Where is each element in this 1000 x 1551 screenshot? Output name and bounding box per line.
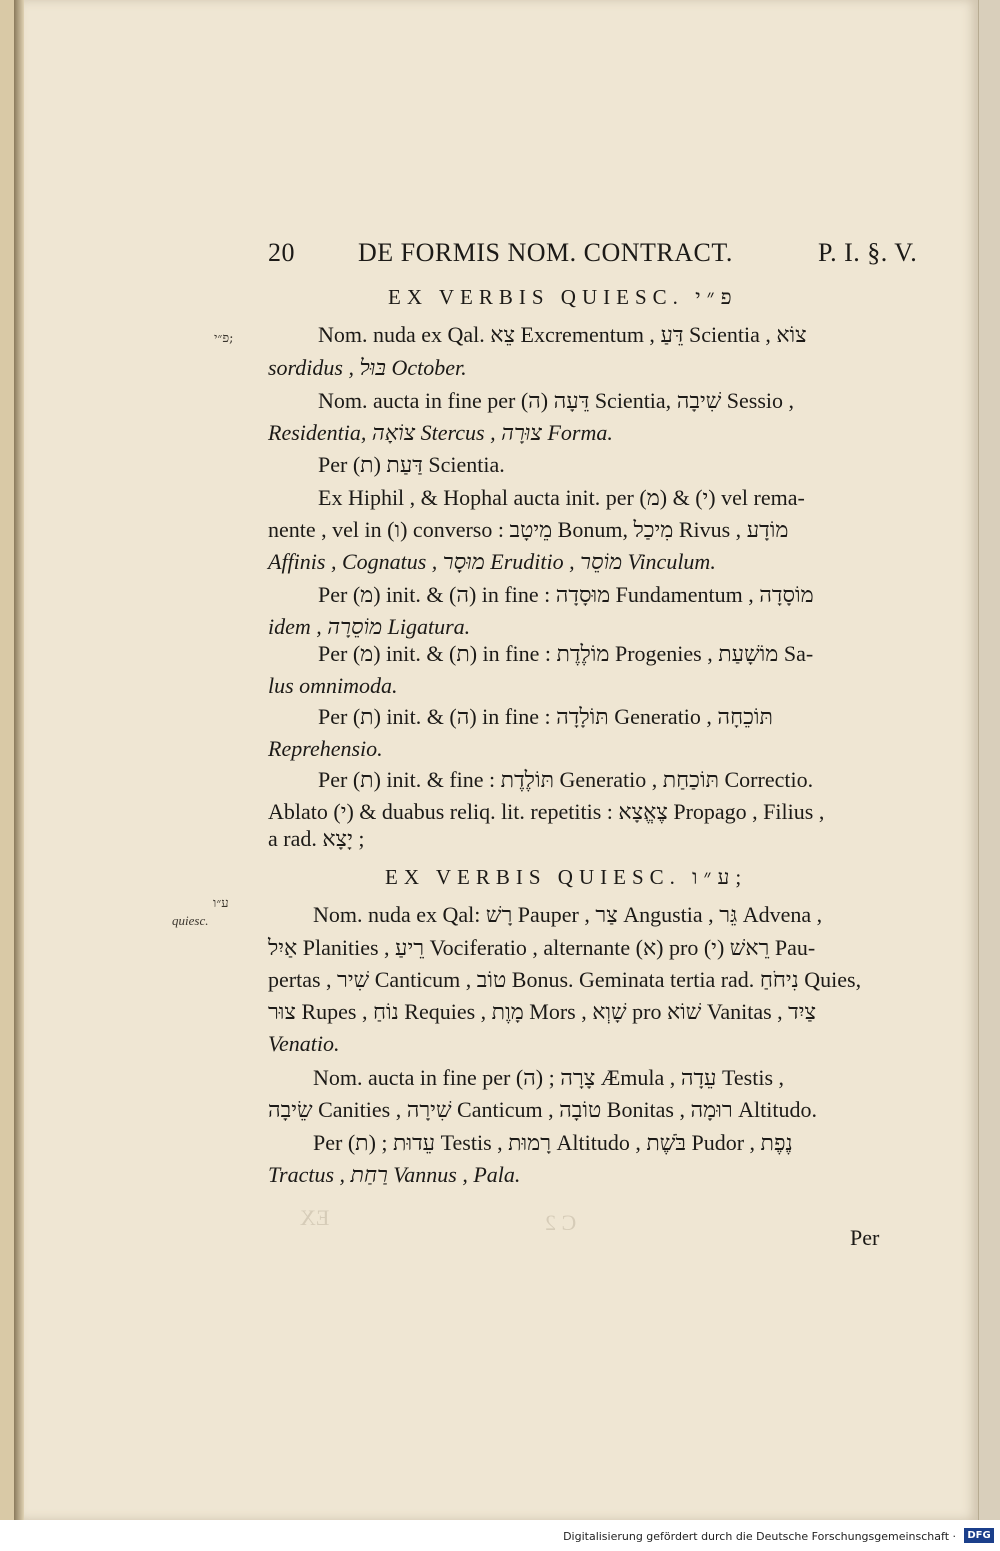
margin-note: quiesc. (172, 913, 209, 928)
section-heading: EX VERBIS QUIESC. פ״י (388, 285, 738, 309)
running-title: DE FORMIS NOM. CONTRACT. (358, 238, 733, 267)
text-line: Per (מ) init. & (ה) in fine : מוּסָדָה Fundamentum , מוֹסָדָה (318, 582, 814, 607)
text-line: Per (ת) ; עֵדוּת Testis , רָמוּת Altitudo , בֹּשֶׁת Pudor , נֶפֶת (313, 1130, 793, 1155)
text-line: Per (ת) init. & fine : תּוֹלֶדֶת Generatio , תּוֹכַחַת Correctio. (318, 767, 814, 792)
text-line: lus omnimoda. (268, 673, 398, 698)
text-line: Per (מ) init. & (ת) in fine : מוֹלֶדֶת Progenies , מוֹשָׁעַת Sa- (318, 641, 814, 666)
text-line: צוּר Rupes , נוֹחַ Requies , מָוֶת Mors , שָׁוְא pro שׁוֹא Vanitas , צַיִד (268, 999, 817, 1024)
text-line: idem , מוֹסֵרָה Ligatura. (268, 614, 471, 639)
text-line: Tractus , רַחַת Vannus , Pala. (268, 1162, 521, 1187)
text-line: Nom. aucta in fine per (ה) ; צָרָה Æmula , עֵדָה Testis , (313, 1065, 785, 1090)
book-spine (14, 0, 24, 1551)
text-line: Per (ת) init. & (ה) in fine : תּוֹלָדָה Generatio , תּוֹכֵחָה (318, 704, 773, 729)
page-number: 20 (268, 238, 295, 267)
text-line: שֵׂיבָה Canities , שִׁירָה Canticum , טוֹבָה Bonitas , רוּמָה Altitudo. (268, 1097, 817, 1122)
catchword: Per (850, 1225, 880, 1250)
funding-notice: Digitalisierung gefördert durch die Deutsche Forschungsgemeinschaft · (563, 1530, 956, 1543)
text-line: Venatio. (268, 1031, 340, 1056)
text-line: Nom. nuda ex Qal: רָשׁ Pauper , צַר Angustia , גֵּר Advena , (313, 902, 823, 927)
text-line: Affinis , Cognatus , מוּסָר Eruditio , מוֹסֵר Vinculum. (268, 549, 716, 574)
text-line: אַיִל Planities , רֵיעַ Vociferatio , alternante (א) pro (י) רֵאשׁ Pau- (268, 935, 816, 960)
section-heading: EX VERBIS QUIESC. ע״ו; (385, 865, 748, 889)
text-line: pertas , שִׁיר Canticum , טוֹב Bonus. Geminata tertia rad. נִיחֹחַ Quies, (268, 967, 862, 992)
text-line: Nom. nuda ex Qal. צֵא Excrementum , דֵּעַ Scientia , צוֹא (318, 322, 807, 347)
text-line: Reprehensio. (268, 736, 383, 761)
text-line: Residentia, צוֹאָה Stercus , צוּרָה Forma. (268, 420, 613, 445)
text-line: Nom. aucta in fine per (ה) דֵּעָה Scientia, שִׁיבָה Sessio , (318, 388, 795, 413)
section-reference: P. I. §. V. (818, 238, 918, 267)
bleed-through-text: C 2 (545, 1210, 577, 1235)
text-line: a rad. יָצָא ; (268, 826, 365, 851)
text-line: sordidus , בּוּל October. (268, 355, 467, 380)
bleed-through-text: EX (300, 1205, 330, 1230)
dfg-logo-icon: DFG (964, 1528, 994, 1543)
text-line: Per (ת) דַּעַת Scientia. (318, 452, 505, 477)
book-page (24, 0, 978, 1520)
text-line: Ablato (י) & duabus reliq. lit. repetitis : צֶאֱצָא Propago , Filius , (268, 799, 825, 824)
text-line: nente , vel in (ו) converso : מֵיטָב Bonum, מִיכַל Rivus , מוֹדָע (268, 517, 789, 542)
margin-note: פ״י; (214, 331, 234, 346)
page-edge (978, 0, 1000, 1520)
margin-note: ע״ו (213, 896, 229, 911)
text-line: Ex Hiphil , & Hophal aucta init. per (מ) & (י) vel rema- (318, 485, 805, 510)
